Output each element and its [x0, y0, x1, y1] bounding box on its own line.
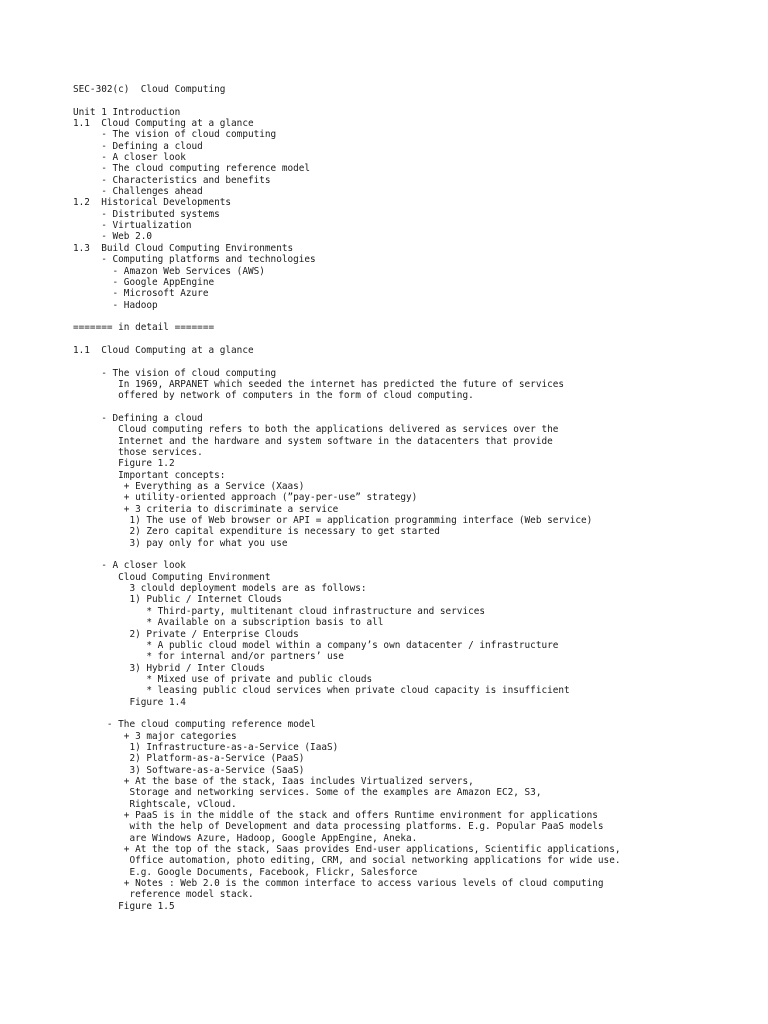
text-line: + PaaS is in the middle of the stack and offers Runtime environment for applications: [73, 810, 598, 821]
text-line: Cloud Computing Environment: [73, 571, 271, 583]
text-line: - The cloud computing reference model: [73, 163, 311, 175]
text-line: ======= in detail =======: [73, 322, 215, 334]
text-line: E.g. Google Documents, Facebook, Flickr, Salesforce: [73, 866, 418, 878]
text-line: In 1969, ARPANET which seeded the internet has predicted the future of services: [73, 378, 565, 390]
text-line: + Notes : Web 2.0 is the common interface to access various levels of cloud computing: [73, 878, 604, 890]
text-line: SEC-302(c) Cloud Computing: [73, 84, 226, 95]
text-line: Cloud computing refers to both the applications delivered as services over the: [73, 424, 559, 436]
text-line: - Google AppEngine: [73, 276, 215, 288]
text-line: 3) Hybrid / Inter Clouds: [73, 662, 265, 674]
text-line: 1.2 Historical Developments: [73, 197, 232, 209]
text-line: Figure 1.4: [73, 696, 186, 708]
text-line: + Everything as a Service (Xaas): [73, 481, 305, 493]
text-line: - Defining a cloud: [73, 140, 203, 152]
text-line: - The vision of cloud computing: [73, 367, 277, 379]
text-line: Office automation, photo editing, CRM, and social networking applications for wide use.: [73, 855, 621, 867]
text-line: - Virtualization: [73, 220, 192, 232]
text-line: 1.1 Cloud Computing at a glance: [73, 118, 254, 130]
text-line: - Distributed systems: [73, 208, 220, 220]
text-line: 2) Zero capital expenditure is necessary to get started: [73, 526, 440, 538]
text-line: Unit 1 Introduction: [73, 106, 181, 118]
text-line: - Web 2.0: [73, 231, 153, 243]
text-line: Important concepts:: [73, 469, 226, 481]
text-line: - The cloud computing reference model: [73, 719, 316, 731]
text-line: - Challenges ahead: [73, 186, 203, 198]
text-line: [73, 95, 753, 106]
text-line: + 3 criteria to discriminate a service: [73, 503, 339, 515]
text-line: - Computing platforms and technologies: [73, 254, 316, 266]
text-line: 3 clould deployment models are as follows:: [73, 583, 367, 595]
text-line: + At the top of the stack, Saas provides End-user applications, Scientific applications,: [73, 844, 621, 856]
text-line: - Defining a cloud: [73, 412, 203, 424]
text-line: 1) Public / Internet Clouds: [73, 594, 282, 606]
text-line: Rightscale, vCloud.: [73, 798, 237, 810]
text-line: 2) Private / Enterprise Clouds: [73, 628, 299, 640]
text-line: * for internal and/or partners’ use: [73, 651, 344, 663]
text-line: Internet and the hardware and system software in the datacenters that provide: [73, 435, 553, 447]
text-line: Storage and networking services. Some of the examples are Amazon EC2, S3,: [73, 787, 542, 799]
text-line: 3) pay only for what you use: [73, 537, 288, 549]
text-line: Figure 1.5: [73, 900, 175, 912]
text-line: [73, 402, 753, 413]
text-line: - The vision of cloud computing: [73, 129, 277, 141]
text-line: + utility-oriented approach (”pay-per-use” strategy): [73, 492, 418, 504]
text-line: [73, 356, 753, 367]
text-line: those services.: [73, 447, 203, 458]
text-line: - Characteristics and benefits: [73, 174, 271, 186]
text-line: [73, 334, 753, 345]
text-line: * leasing public cloud services when private cloud capacity is insufficient: [73, 685, 570, 697]
text-line: * Third-party, multitenant cloud infrastructure and services: [73, 605, 486, 617]
text-line: 1) The use of Web browser or API = application programming interface (Web service): [73, 515, 593, 527]
text-line: 1.1 Cloud Computing at a glance: [73, 344, 254, 356]
document-page: [73, 84, 753, 912]
text-line: - A closer look: [73, 560, 186, 572]
text-line: [73, 549, 753, 560]
text-line: 3) Software-as-a-Service (SaaS): [73, 764, 305, 776]
text-line: - Hadoop: [73, 299, 158, 311]
text-line: - Amazon Web Services (AWS): [73, 265, 265, 277]
text-line: [73, 708, 753, 719]
text-line: * A public cloud model within a company’s own datacenter / infrastructure: [73, 639, 559, 651]
text-line: Figure 1.2: [73, 458, 175, 470]
text-line: - A closer look: [73, 152, 186, 164]
text-line: offered by network of computers in the form of cloud computing.: [73, 390, 474, 402]
text-line: - Microsoft Azure: [73, 288, 209, 300]
text-line: * Mixed use of private and public clouds: [73, 673, 373, 685]
text-line: with the help of Development and data processing platforms. E.g. Popular PaaS models: [73, 821, 604, 833]
text-line: 1) Infrastructure-as-a-Service (IaaS): [73, 741, 339, 753]
text-line: reference model stack.: [73, 889, 254, 901]
text-line: + At the base of the stack, Iaas includes Virtualized servers,: [73, 775, 474, 787]
text-line: [73, 311, 753, 322]
text-line: + 3 major categories: [73, 730, 237, 742]
text-line: are Windows Azure, Hadoop, Google AppEngine, Aneka.: [73, 832, 418, 844]
text-line: 1.3 Build Cloud Computing Environments: [73, 242, 294, 254]
text-line: 2) Platform-as-a-Service (PaaS): [73, 753, 305, 765]
text-line: * Available on a subscription basis to all: [73, 617, 384, 629]
